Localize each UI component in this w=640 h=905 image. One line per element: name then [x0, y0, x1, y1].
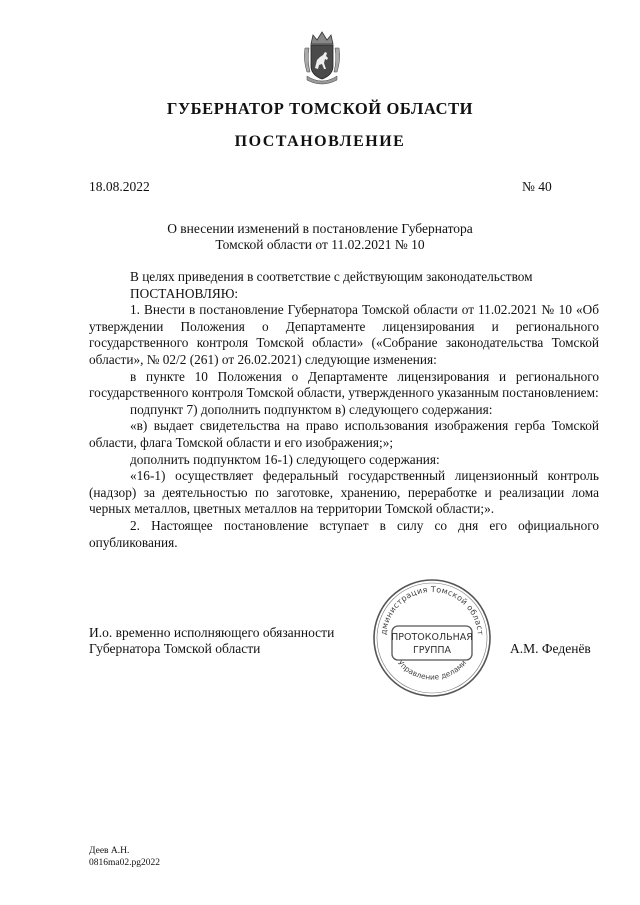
body-paragraph: 1. Внести в постановление Губернатора Томской области от 11.02.2021 № 10 «Об утверждении Положения о Департаменте лицензирования и регионального государственного контроля Томской области» («Собрание законодательства Томской области», № 02/2 (261) от 26.02.2021) следующие изменения:	[89, 302, 599, 367]
governor-title: ГУБЕРНАТОР ТОМСКОЙ ОБЛАСТИ	[166, 99, 474, 118]
decree-keyword: ПОСТАНОВЛЯЮ:	[130, 285, 239, 301]
svg-text:ГРУППА: ГРУППА	[412, 645, 452, 656]
tomsk-region-coat-of-arms-icon	[301, 30, 343, 86]
document-type: ПОСТАНОВЛЕНИЕ	[234, 133, 406, 150]
official-stamp	[370, 576, 494, 700]
body-paragraph: В целях приведения в соответствие с действующим законодательством	[130, 269, 533, 284]
body-paragraph: дополнить подпунктом 16-1) следующего содержания:	[130, 451, 440, 467]
footer-file-code: 0816ma02.pg2022	[89, 858, 160, 868]
document-date: 18.08.2022	[89, 179, 150, 194]
footer-author: Деев А.Н.	[89, 846, 130, 856]
document-body	[89, 269, 599, 551]
signatory-position	[89, 625, 334, 657]
body-paragraph: «в) выдает свидетельства на право использования изображения герба Томской области, флага Томской области и его изображения;»;	[89, 418, 599, 450]
signatory-position-line-1: И.о. временно исполняющего обязанности	[89, 625, 335, 640]
svg-text:ПРОТОКОЛЬНАЯ: ПРОТОКОЛЬНАЯ	[391, 632, 473, 643]
svg-text:Управление делами: Управление делами	[395, 658, 469, 682]
subject-line-1: О внесении изменений в постановление Губернатора	[167, 221, 473, 236]
subject-line-2: Томской области от 11.02.2021 № 10	[215, 237, 425, 252]
signatory-position-line-2: Губернатора Томской области	[89, 641, 261, 656]
body-paragraph: в пункте 10 Положения о Департаменте лицензирования и регионального государственного контроля Томской области, утвержденного указанным постановлением:	[89, 368, 599, 401]
body-paragraph: «16-1) осуществляет федеральный государственный лицензионный контроль (надзор) за деятельностью по заготовке, хранению, переработке и реализации лома черных металлов, цветных металлов на территории Томской области;».	[89, 468, 599, 517]
svg-text:Администрация Томской области: дминистрация Томской област	[379, 584, 485, 636]
body-paragraph: подпункт 7) дополнить подпунктом в) следующего содержания:	[130, 401, 493, 417]
document-subject	[150, 221, 490, 253]
footer-info	[89, 845, 160, 869]
signatory-name: А.М. Феденёв	[510, 641, 591, 656]
body-paragraph: 2. Настоящее постановление вступает в силу со дня его официального опубликования.	[89, 517, 599, 550]
document-number: № 40	[522, 179, 552, 194]
